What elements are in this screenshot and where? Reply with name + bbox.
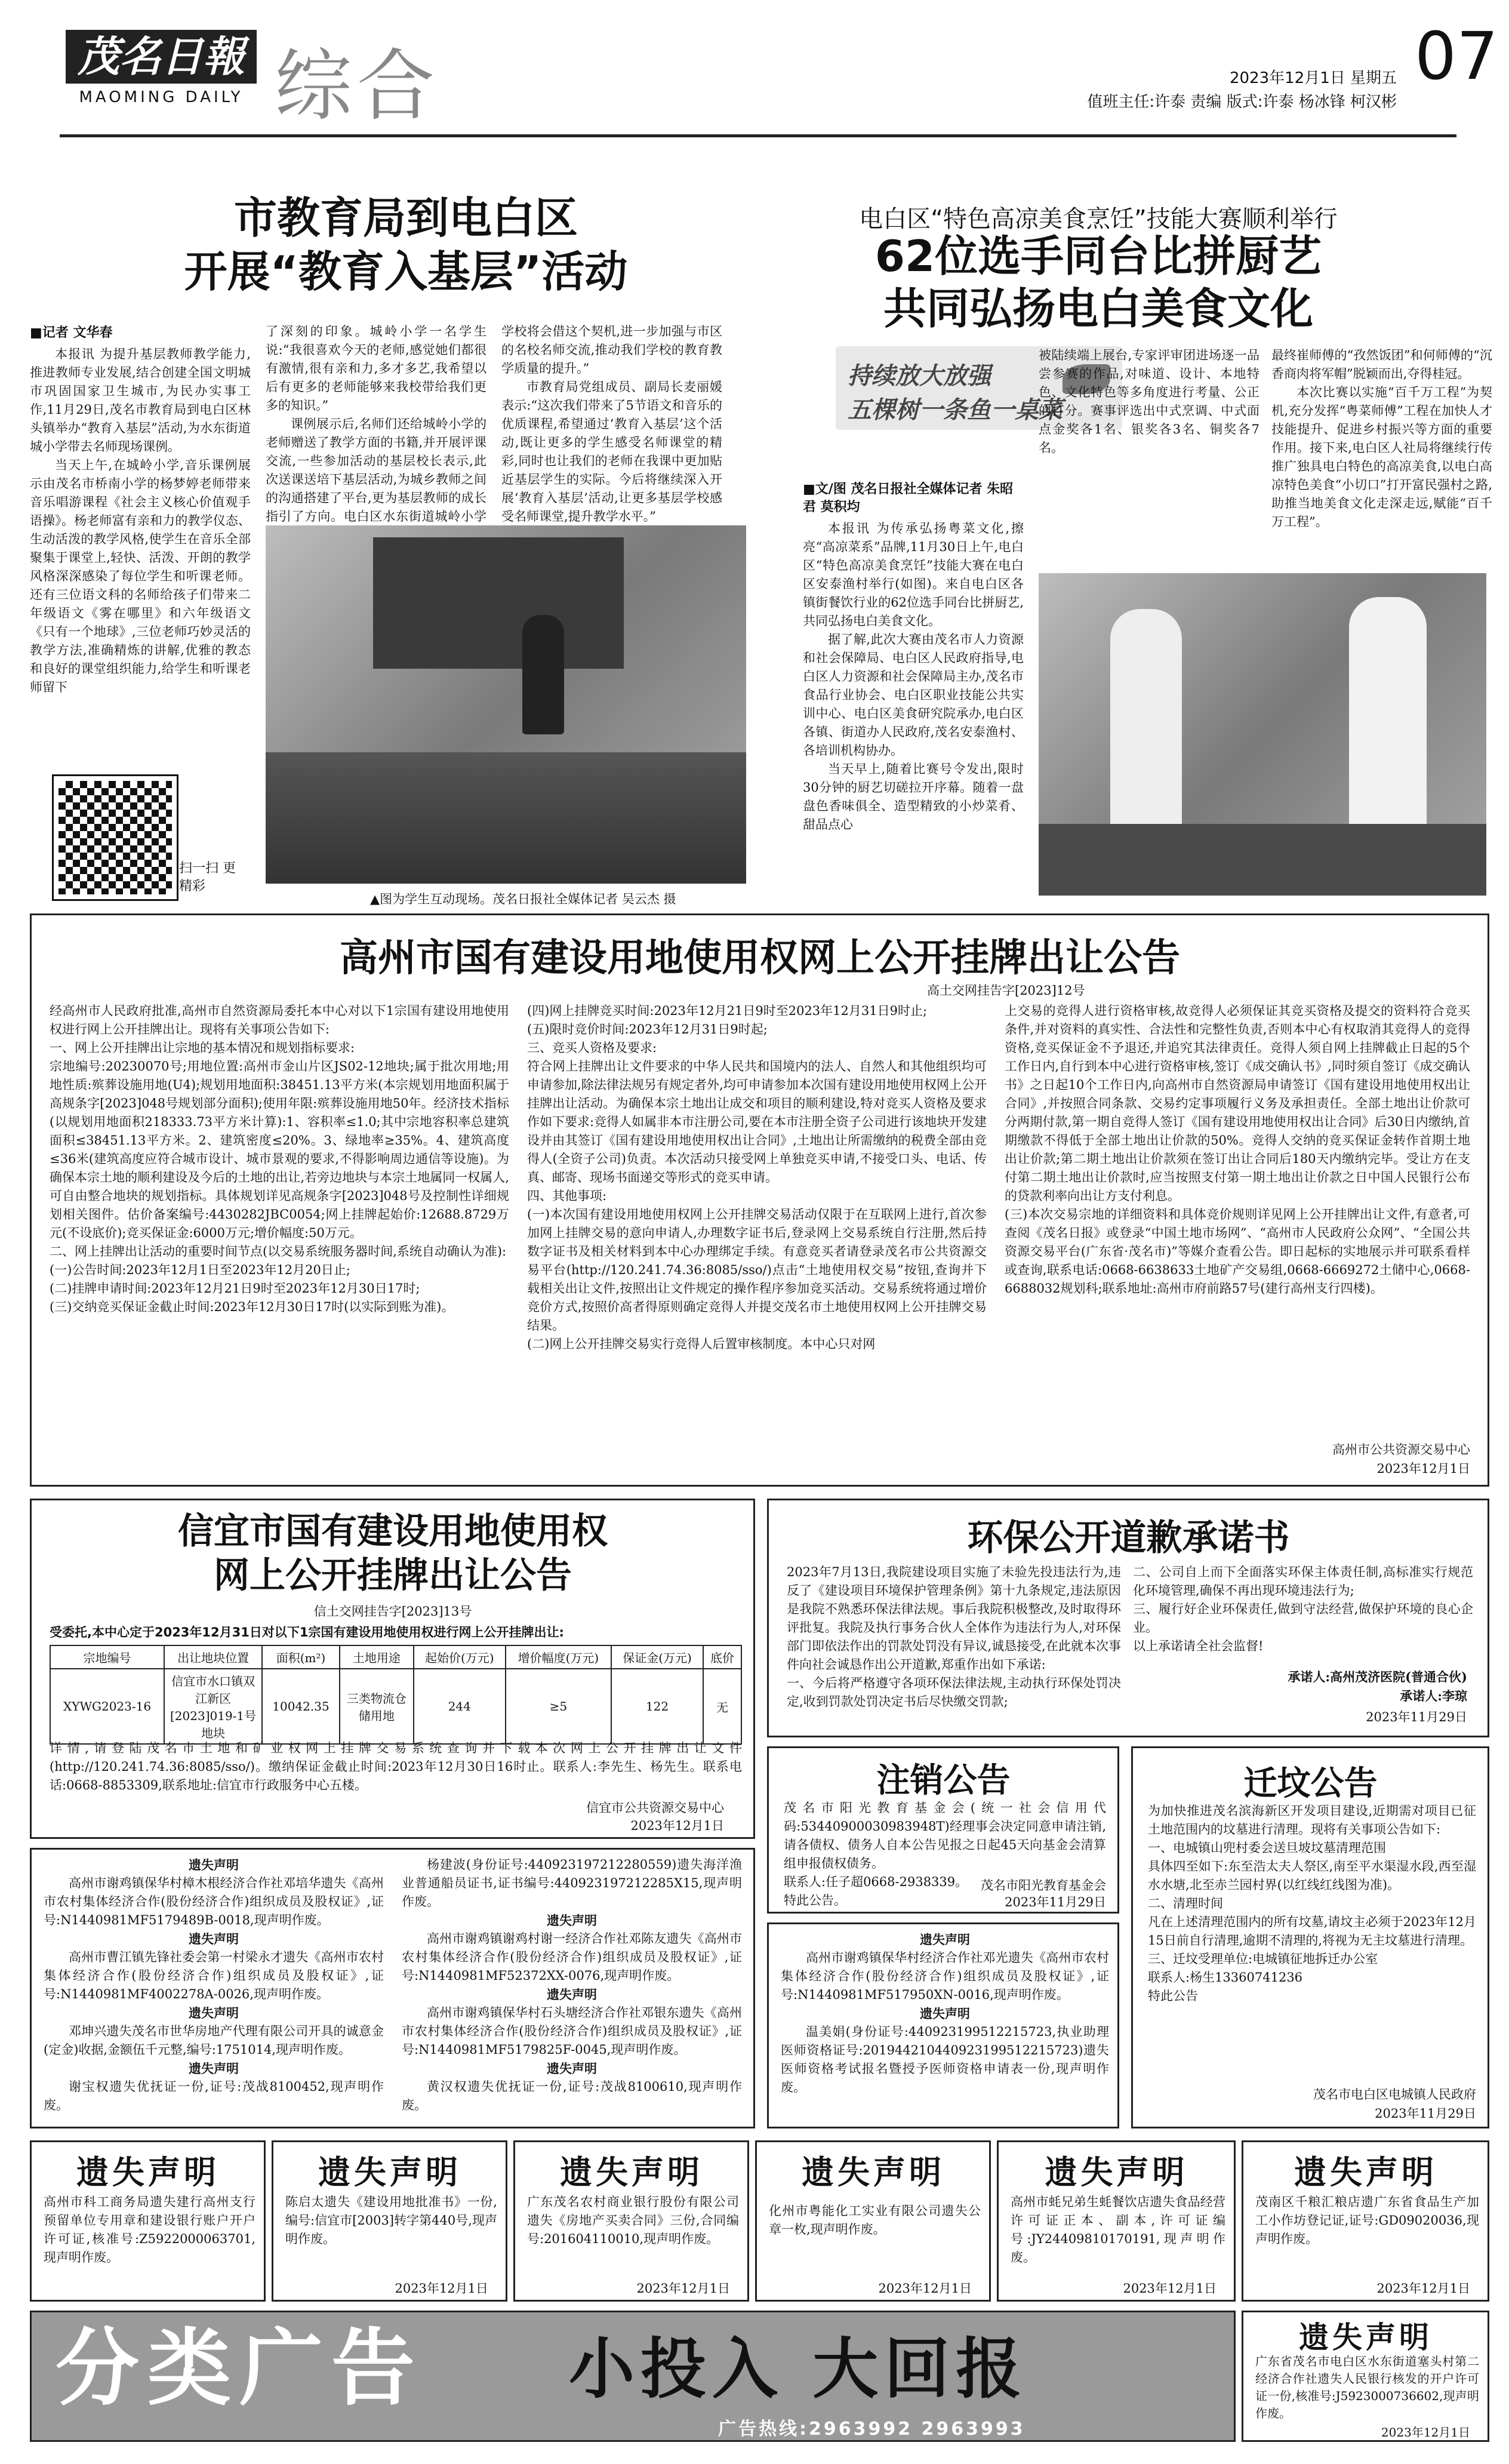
lost-notice-title: 遗失声明 [1294,2154,1437,2191]
apology-col2: 二、公司自上而下全面落实环保主体责任制,高标准实行规范化环境管理,确保不再出现环境违法行为; 三、履行好企业环保责任,做到守法经营,做保护环境的良心企业。 以上承诺请全社会监督! [1133,1565,1473,1653]
lost-notice-text: 化州市粤能化工实业有限公司遗失公章一枚,现声明作废。 [769,2204,981,2237]
table-header-cell: 起始价(万元) [414,1645,506,1669]
list-item: 遗失声明 高州市谢鸡镇谢鸡村谢一经济合作社邓陈友遗失《高州市农村集体经济合作(股份经济合作)组织成员及股权证》,证号:N1440981MF52372XX-0076,现声明作废。 [402,1913,742,1983]
lost-notice-text: 茂南区千粮汇粮店遗广东省食品生产加工小作坊登记证,证号:GD09020036,现声明作废。 [1255,2195,1479,2246]
grave-notice [1131,1746,1489,2128]
lost-notice-1 [30,2140,266,2302]
notice-gaozhou-col3: 上交易的竞得人进行资格审核,故竞得人必须保证其竞买资格及提交的资料符合竞买条件,并对资料的真实性、合法性和完整性负责,否则本中心有权取消其竞得人的竞得资格,竞买保证金不予退还,并追究其法律责任。竞得人须自网上挂牌截止日起的5个工作日内,自行到本中心进行资格审核,签订《成交确认书》,同时须自签订《成交确认书》之日起10个工作日内,向高州市自然资源局申请签订《国有建设用地使用权出让合同》,并按照合同条款、交易约定事项履行义务及承担责任。全部土地出让价款可分两期付款,第一期自竞得人签订《国有建设用地使用权出让合同》后30日内缴纳,首期缴款不得低于全部土地出让价款的50%。竞得人交纳的竞买保证金转作首期土地出让价款;第二期土地出让价款须在签订出让合同后180天内缴纳完毕。受让方在支付第二期土地出让价款时,应当按照支付第一期土地出让价款之日中国人民银行公布的贷款利率向出让方支付利息。 (三)本次交易宗地的详细资料和具体竞价规则详见网上公开挂牌出让文件,有意者,可查阅《茂名日报》或登录“中国土地市场网”、“高州市人民政府公众网”、“全国公共资源交易平台(广东省·茂名市)”等媒介查看公告。即日起标的实地展示并可联系看样或查询,联系电话:0668-6638633土地矿产交易组,0668-6669272土储中心,0668-6688032规划科;联系地址:高州市府前路57号(建行高州支行四楼)。 [1005,1004,1470,1296]
table-cell: 122 [611,1669,703,1744]
table-cell: 三类物流仓储用地 [340,1669,414,1744]
banner-line2: 五棵树一条鱼一桌菜 [848,396,1063,424]
article1-col2: 了深刻的印象。城岭小学一名学生说:“我很喜欢今天的老师,感觉她们都很有激情,很有亲和力,多才多艺,我希望以后有更多的老师能够来我校带给我们更多的知识。” 课例展示后,名师们还给城岭小学的老师赠送了教学方面的书籍,并开展评课交流,一些参加活动的基层校长表示,此次送课送培下基层活动,为城乡教师之间的沟通搭建了平台,更为基层教师的成长指引了方向。电白区水东街道城岭小学 [266,324,486,524]
editors: 值班主任:许泰 责编 版式:许泰 杨冰锋 柯汉彬 [1087,93,1397,111]
notice-xinyi-title: 信宜市国有建设用地使用权 网上公开挂牌出让公告 [178,1511,608,1596]
table-header-row [50,1645,741,1669]
article2-kicker: 电白区“特色高凉美食烹饪”技能大赛顺利举行 [859,205,1338,233]
blackboard [373,537,624,669]
lost-notice-4 [755,2140,991,2302]
issue-date: 2023年12月1日 星期五 [1229,69,1397,87]
article2-col3: 最终崔师傅的“孜然饭团”和何师傅的“沉香商肉将军帽”脱颖而出,夺得桂冠。 本次比赛以实施“百千万工程”为契机,充分发挥“粤菜师傅”工程在加快人才技能提升、促进乡村振兴等方面的重要作用。接下来,电白区人社局将继续行传推广独具电白特色的高凉美食,以电白高凉特色美食“小切口”打开富民强村之路,助推当地美食文化走深走远,赋能“百千万工程”。 [1271,348,1492,529]
newspaper-logo-en: MAOMING DAILY [79,88,244,106]
table-header-cell: 底价 [703,1645,741,1669]
newspaper-logo: 茂名日報 [66,30,257,84]
lost-notice-text: 陈启太遗失《建设用地批准书》一份,编号:信宜市[2003]转字第440号,现声明作废。 [285,2195,497,2246]
list-item: 遗失声明 温美娟(身份证号:440923199512215723,执业助理医师资格证号:201944210440923199512215723)遗失医师资格考试报名暨授予医师资格申请表一份,现声明作废。 [781,2006,1109,2094]
list-item: 杨建波(身份证号:440923197212280559)遗失海洋渔业普通船员证书,证书编号:440923197212285X15,现声明作废。 [402,1857,742,1909]
list-item: 遗失声明 高州市谢鸡镇保华村樟木根经济合作社邓培华遗失《高州市农村集体经济合作(股份经济合作)组织成员及股权证》,证号:N1440981MF5179489B-0018,现声明作废。 [44,1857,384,1927]
chef-figure-2 [1349,597,1427,848]
article2-byline: ■文/图 茂名日报社全媒体记者 朱昭君 莫积均 [803,482,1014,515]
lost-notice-5 [997,2140,1236,2302]
notice-xinyi-ref: 信土交网挂告字[2023]13号 [313,1604,472,1619]
apology-col1: 2023年7月13日,我院建设项目实施了未验先投违法行为,违反了《建设项目环境保护管理条例》第十九条规定,违法原因是我院不熟悉环保法律法规。事后我院积极整改,及时取得环评批复。我院及执行事务合伙人全体作为违法行为人,对环保部门即依法作出的罚款处罚没有异议,诚恳接受,在此就本次事件向社会诚恳作出公开道歉,郑重作出如下承诺: 一、今后将严格遵守各项环保法律法规,主动执行环保处罚决定,收到罚款处罚决定书后尽快缴交罚款; [787,1565,1121,1709]
banner-line1: 持续放大放强 [848,362,991,390]
apology-notice [767,1499,1489,1737]
classroom-photo [266,525,746,884]
article1-title: 市教育局到电白区 开展“教育入基层”活动 [184,193,628,297]
lost-notices-block-2 [767,1922,1119,2128]
lost-col3 [781,1930,1109,2124]
notice-gaozhou-signature: 高州市公共资源交易中心 [1332,1442,1470,1457]
ad-main-text: 分类广告 [56,2320,424,2417]
cancel-body: 茂名市阳光教育基金会(统一社会信用代码:53440900030983948T)经理事会决定同意申请注销,请各债权、债务人自本公告见报之日起45天向基金会清算组申报债权债务。 联系人:任子超0668-2938339。 特此公告。 [784,1801,1106,1908]
article1-col1: 本报讯 为提升基层教师教学能力,推进教师专业发展,结合创建全国文明城市巩固国家卫生城市,为民办实事工作,11月29日,茂名市教育局到电白区林头镇举办“教育入基层”活动,为水东街道城小学带去名师现场课例。 当天上午,在城岭小学,音乐课例展示由茂名市桥南小学的杨梦婷老师带来音乐唱游课程《社会主义核心价值观手语操》。杨老师富有亲和力的教学仪态、生动活泼的教学风格,使学生在音乐全部聚集于课堂上,轻快、活泼、开朗的教学风格深深感染了每位学生和听课老师。还有三位语文科的名师给孩子们带来二年级语文《雾在哪里》和六年级语文《只有一个地球》,三位老师巧妙灵活的教学方法,准确精炼的讲解,优雅的教态和良好的课堂组织能力,给学生和听课老师留下 [30,347,251,694]
section-name: 综合 [275,41,440,131]
grave-title: 迁坟公告 [1243,1764,1378,1803]
article2-title: 62位选手同台比拼厨艺 共同弘扬电白美食文化 [874,231,1322,334]
notice-xinyi-body: 详情,请登陆茂名市土地和矿业权网上挂牌交易系统查询并下载本次网上公开挂牌出让文件(http://120.241.74.36:8085/sso/)。缴纳保证金截止时间:2023年12月30日16时止。联系人:李先生、杨先生。联系电话:0668-8853309,联系地址:信宜市行政服务中心五楼。 [50,1741,742,1792]
table-header-cell: 保证金(万元) [611,1645,703,1669]
kitchen-counter [1039,824,1486,896]
lost-notice-text: 高州市科工商务局遗失建行高州支行预留单位专用章和建设银行账户开户许可证,核准号:Z5922000063701,现声明作废。 [44,2195,255,2265]
lost-notice-title: 遗失声明 [1045,2154,1188,2191]
cooking-contest-photo [1039,573,1486,896]
article2-col1: 本报讯 为传承弘扬粤菜文化,擦亮“高凉菜系”品牌,11月30日上午,电白区“特色高凉美食烹饪”技能大赛在电白区安泰渔村举行(如图)。来自电白区各镇街餐饮行业的62位选手同台比拼厨艺,共同弘扬电白美食文化。 据了解,此次大赛由茂名市人力资源和社会保障局、电白区人民政府指导,电白区人力资源和社会保障局主办,茂名市食品行业协会、电白区职业技能公共实训中心、电白区美食研究院承办,电白区各镇、街道办人民政府,茂名安泰渔村、各培训机构协办。 当天早上,随着比赛号令发出,限时30分钟的厨艺切磋拉开序幕。随着一盘盘色香味俱全、造型精致的小炒菜肴、甜品点心 [803,521,1024,832]
notice-gaozhou-date: 2023年12月1日 [1376,1462,1470,1476]
article2-col2: 被陆续端上展台,专家评审团进场逐一品尝参赛的作品,对味道、设计、本地特色、文化特色等多角度进行考量、公正的打分。赛事评选出中式烹调、中式面点金奖各1名、银奖各3名、铜奖各7名。 [1039,348,1259,455]
notice-gaozhou-col2: (四)网上挂牌竞买时间:2023年12月21日9时至2023年12月31日9时止; (五)限时竞价时间:2023年12月31日9时起; 三、竞买人资格及要求: 符合网上挂牌出让文件要求的中华人民共和国境内的法人、自然人和其他组织均可申请参加,除法律法规另有规定者外,均可申请参加本次国有建设用地使用权网上公开挂牌出让活动。为确保本宗土地出让成交和项目的顺利建设,特对竞买人资格及要求作如下要求:竞得人如属非本市注册公司,要在本市注册全资子公司进行该地块开发建设并由其签订《国有建设用地使用权出让合同》,土地出让所需缴纳的税费全部由竞得人(全资子公司)负责。本次活动只接受网上单独竞买申请,不接受口头、电话、传真、邮寄、现场书面递交等形式的竞买申请。 四、其他事项: (一)本次国有建设用地使用权网上公开挂牌交易活动仅限于在互联网上进行,首次参加网上挂牌交易的意向申请人,办理数字证书后,登录网上交易系统自行注册,然后持数字证书及相关材料到本中心办理绑定手续。有意竞买者请登录茂名市公共资源交易平台(http://120.241.74.36:8085/sso/)点击“土地使用权交易”按钮,查询并下载相关出让文件,按照出让文件规定的操作程序参加竞买活动。交易系统将通过增价竞价方式,按照价高者得原则确定竞得人并提交茂名市土地使用权网上公开挂牌交易结果。 (二)网上公开挂牌交易实行竞得人后置审核制度。本中心只对网 [527,1004,987,1351]
lost-notice-date: 2023年12月1日 [878,2281,972,2296]
table-header-cell: 面积(m²) [262,1645,340,1669]
cancel-notice [767,1746,1119,1914]
lost-notice-date: 2023年12月1日 [1381,2425,1470,2440]
page-number: 07 [1415,18,1498,94]
list-item: 遗失声明 邓坤兴遗失茂名市世华房地产代理有限公司开具的诚意金(定金)收据,金额伍千元整,编号:1751014,现声明作废。 [44,2005,384,2057]
masthead [60,18,1498,131]
lost-notice-3 [513,2140,749,2302]
lost-notice-title: 遗失声明 [1299,2320,1433,2355]
notice-xinyi-intro: 受委托,本中心定于2023年12月31日对以下1宗国有建设用地使用权进行网上公开挂牌出让: [50,1625,564,1639]
lost-col1 [44,1856,384,2124]
masthead-rule [60,134,1456,137]
table-cell: 信宜市水口镇双江新区[2023]019-1号地块 [164,1669,262,1744]
lost-notice-date: 2023年12月1日 [395,2281,488,2296]
table-header-cell: 增价幅度(万元) [506,1645,611,1669]
list-item: 遗失声明 高州市谢鸡镇保华村经济合作社邓光遗失《高州市农村集体经济合作(股份经济合作)组织成员及股权证》,证号:N1440981MF517950XN-0016,现声明作废。 [781,1932,1109,2002]
article1-col3: 学校将会借这个契机,进一步加强与市区的名校名师交流,推动我们学校的教育教学质量的提升。” 市教育局党组成员、副局长麦丽媛表示:“这次我们带来了5节语文和音乐的优质课程,希望通过‘教育入基层’这个活动,既让更多的学生感受名师课堂的精彩,同时也让我们的老师在我课中更加贴近基层学生的实际。今后将继续深入开展‘教育入基层’活动,让更多基层学校感受名师课堂,提升教学水平。” [501,324,722,524]
teacher-figure [522,615,564,734]
lost-notice-title: 遗失声明 [318,2154,461,2191]
ad-hotline: 广告热线:2963992 2963993 [718,2419,1025,2440]
lost-notice-text: 高州市蚝兄弟生蚝餐饮店遗失食品经营许可证正本、副本,许可证编号:JY24409810170191,现声明作废。 [1011,2195,1225,2265]
lost-col2 [402,1856,742,2124]
apology-signature1: 承诺人:高州茂济医院(普通合伙) [1288,1669,1467,1684]
table-cell: 无 [703,1669,741,1744]
apology-signature2: 承诺人:李琼 [1400,1688,1467,1703]
lost-notice-2 [272,2140,507,2302]
students-row [266,752,746,884]
notice-gaozhou-col1: 经高州市人民政府批准,高州市自然资源局委托本中心对以下1宗国有建设用地使用权进行网上公开挂牌出让。现将有关事项公告如下: 一、网上公开挂牌出让宗地的基本情况和规划指标要求: 宗地编号:20230070号;用地位置:高州市金山片区JS02-12地块;属于批次用地;用地性质:殡葬设施用地(U4);规划用地面积:38451.13平方米(本宗规划用地面积属于高规条字[2023]048号规划部分面积);使用年限:殡葬设施用地50年。经济技术指标(以规划用地面积218333.73平方米计算):1、容积率≤1.0;其中宗地容积率总建筑面积≤38451.13平方米。2、建筑密度≤20%。3、绿地率≥35%。4、建筑高度≤36米(建筑高度应符合城市设计、城市景观的要求,不得影响周边通信等设施)。为确保本宗土地的顺利建设及今后的土地的出让,若旁边地块与本宗土地属同一权属人,可自由整合地块的规划指标。具体规划详见高规条字[2023]048号及控制性详细规划相关图件。估价备案编号:4430282JBC0054;网上挂牌起始价:12688.8729万元(不设底价);竞买保证金:6000万元;增价幅度:50万元。 二、网上挂牌出让活动的重要时间节点(以交易系统服务器时间,系统自动确认为准): (一)公告时间:2023年12月1日至2023年12月20日止; (二)挂牌申请时间:2023年12月21日9时至2023年12月30日17时; (三)交纳竞买保证金截止时间:2023年12月30日17时(以实际到账为准)。 [50,1004,509,1314]
apology-date: 2023年11月29日 [1366,1710,1467,1724]
notice-gaozhou-title: 高州市国有建设用地使用权网上公开挂牌出让公告 [340,936,1180,980]
cancel-date: 2023年11月29日 [1005,1895,1106,1909]
cancel-signature: 茂名市阳光教育基金会 [981,1878,1106,1893]
table-header-cell: 宗地编号 [50,1645,164,1669]
table-row [50,1669,741,1744]
qr-code[interactable] [54,776,177,899]
qr-caption: 扫一扫 更精彩 [179,861,236,894]
cancel-title: 注销公告 [876,1761,1011,1800]
lost-notices-block [30,1848,755,2128]
classified-ad-banner [30,2311,1236,2442]
table-header-cell: 出让地块位置 [164,1645,262,1669]
lost-notice-title: 遗失声明 [76,2154,220,2191]
grave-body: 为加快推进茂名滨海新区开发项目建设,近期需对项目已征土地范围内的坟墓进行清理。现将有关事项公告如下: 一、电城镇山兜村委会送旦坡坟墓清理范围 具体四至如下:东至浩太夫人祭区,南至平水渠湿水段,西至湿水水塘,北至赤兰园村界(以红线红线图为准)。 二、清理时间 凡在上述清理范围内的所有坟墓,请坟主必须于2023年12月15日前自行清理,逾期不清理的,将视为无主坟墓进行清理。 三、迁坟受理单位:电城镇征地拆迁办公室 联系人:杨生13360741236 特此公告 [1148,1804,1476,2003]
ad-slogan: 小投入 大回报 [569,2331,1028,2407]
list-item: 遗失声明 黄汉权遗失优抚证一份,证号:茂战8100610,现声明作废。 [402,2061,742,2112]
table-cell: XYWG2023-16 [50,1669,164,1744]
lost-notice-date: 2023年12月1日 [1123,2281,1217,2296]
table-cell: 10042.35 [262,1669,340,1744]
lost-notice-title: 遗失声明 [560,2154,703,2191]
list-item: 遗失声明 谢宝权遗失优抚证一份,证号:茂战8100452,现声明作废。 [44,2061,384,2112]
list-item: 遗失声明 高州市曹江镇先锋社委会第一村梁永才遗失《高州市农村集体经济合作(股份经济合作)组织成员及股权证》,证号:N1440981MF4002278A-0026,现声明作废。 [44,1931,384,2001]
lost-notice-text: 广东省茂名市电白区水东街道塞头村第二经济合作社遗失人民银行核发的开户许可证一份,核准号:J5923000736602,现声明作废。 [1255,2354,1479,2420]
notice-gaozhou [30,913,1489,1487]
lost-notice-title: 遗失声明 [802,2154,945,2191]
notice-xinyi-date: 2023年12月1日 [630,1819,724,1833]
photo-caption: ▲图为学生互动现场。茂名日报社全媒体记者 吴云杰 摄 [370,892,676,906]
list-item: 遗失声明 高州市谢鸡镇保华村石头塘经济合作社邓银东遗失《高州市农村集体经济合作(股份经济合作)组织成员及股权证》,证号:N1440981MF5179825F-0045,现声明作废。 [402,1987,742,2057]
lost-notice-date: 2023年12月1日 [1376,2281,1470,2296]
lost-notice-date: 2023年12月1日 [636,2281,730,2296]
lost-notice-7 [1242,2311,1489,2442]
grave-date: 2023年11月29日 [1375,2106,1476,2121]
grave-signature: 茂名市电白区电城镇人民政府 [1313,2087,1476,2102]
article1-byline: ■记者 文华春 [30,325,113,340]
apology-title: 环保公开道歉承诺书 [967,1517,1290,1559]
chef-figure-1 [1110,609,1182,836]
notice-xinyi-signature: 信宜市公共资源交易中心 [586,1801,724,1815]
table-cell: 244 [414,1669,506,1744]
lost-notice-text: 广东茂名农村商业银行股份有限公司遗失《房地产买卖合同》三份,合同编号:201604110010,现声明作废。 [527,2195,739,2246]
notice-xinyi-table [50,1645,742,1745]
table-header-cell: 土地用途 [340,1645,414,1669]
notice-gaozhou-ref: 高土交网挂告字[2023]12号 [927,983,1085,998]
notice-xinyi [30,1499,755,1839]
table-cell: ≥5 [506,1669,611,1744]
lost-notice-6 [1242,2140,1489,2302]
